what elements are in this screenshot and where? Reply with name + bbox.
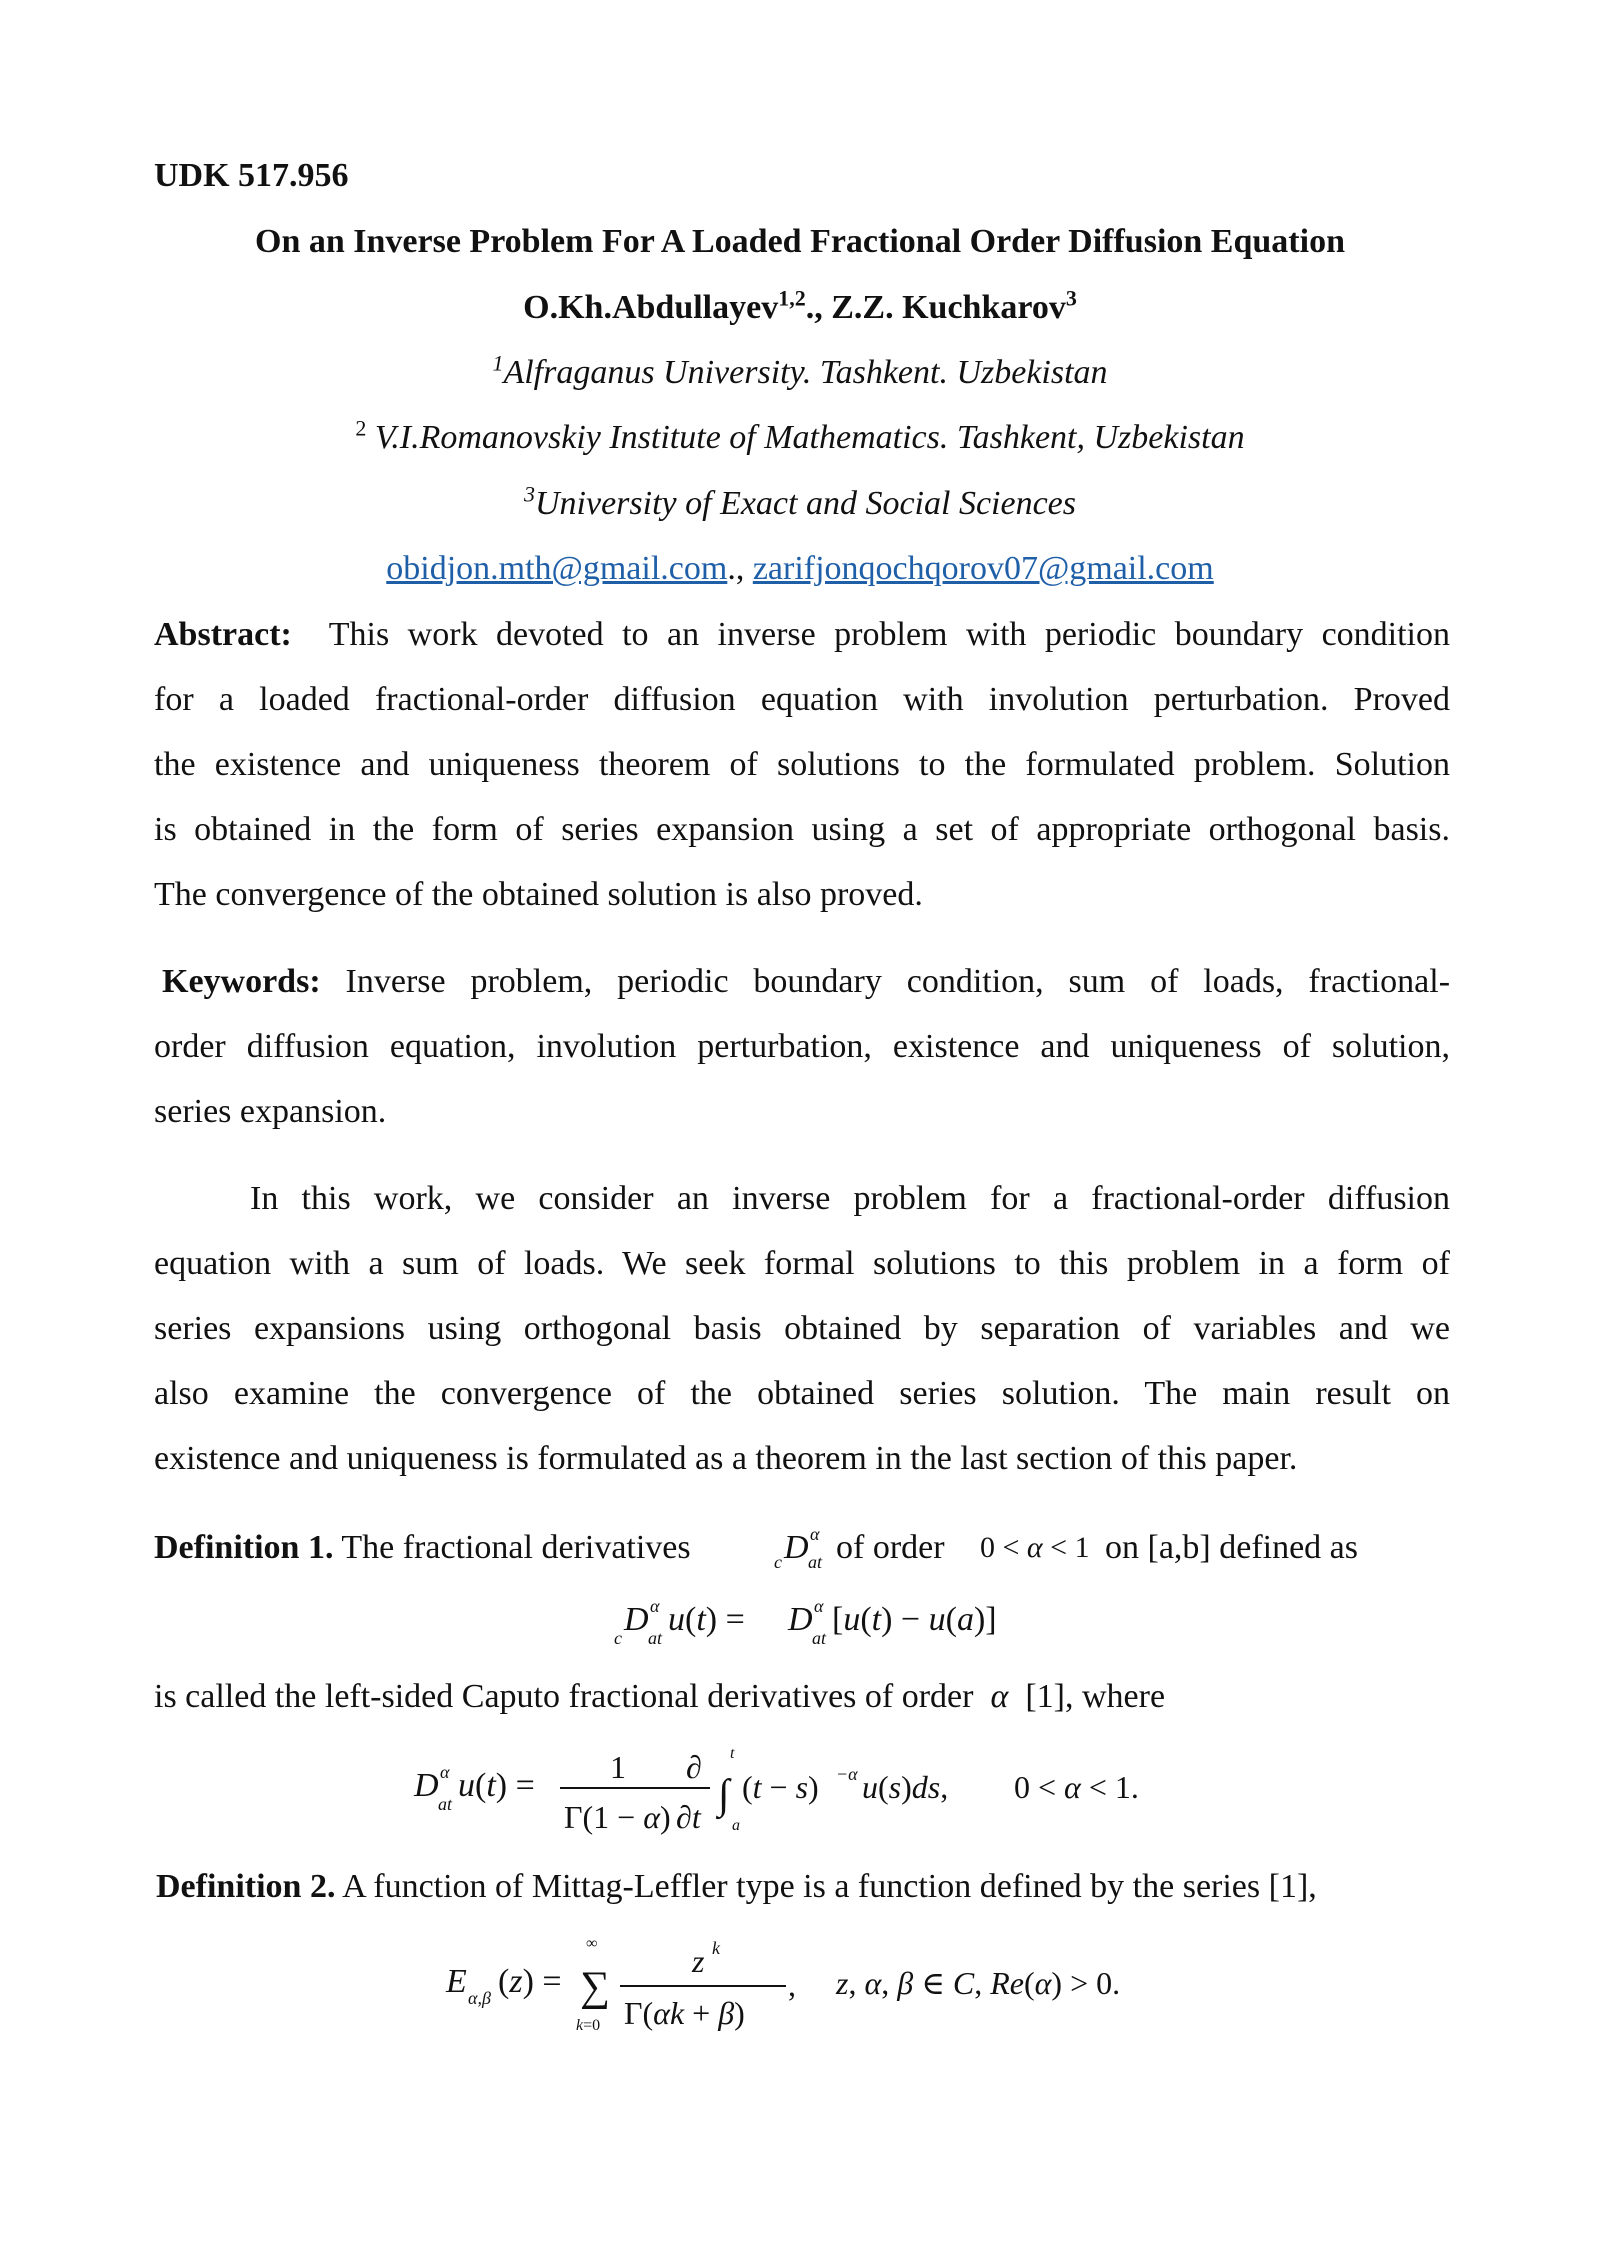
abstract-text-1: This work devoted to an inverse problem with periodic boundary condition <box>328 616 1450 653</box>
definition-1-label: Definition 1. <box>154 1529 334 1566</box>
svg-text:α,β: α,β <box>468 1988 491 2008</box>
definition-2-text: A function of Mittag-Leffler type is a function defined by the series [1], <box>342 1868 1317 1905</box>
intro-line-4: also examine the convergence of the obtained series solution. The main result on <box>154 1375 1450 1412</box>
abstract-line-3: the existence and uniqueness theorem of solutions to the formulated problem. Solution <box>154 746 1450 783</box>
svg-text:α: α <box>810 1524 820 1544</box>
definition-1-text-b: of order <box>836 1529 945 1566</box>
abstract-line-2: for a loaded fractional-order diffusion equation with involution perturbation. Proved <box>154 681 1450 718</box>
keywords-line-1 <box>162 962 1450 1002</box>
svg-text:∫: ∫ <box>718 1772 730 1818</box>
affiliation-1-mark: 1 <box>492 350 504 376</box>
definition-2-line <box>156 1867 1317 1907</box>
svg-text:u(s)ds,: u(s)ds, <box>862 1769 949 1805</box>
udk-code: UDK 517.956 <box>154 157 349 194</box>
svg-text:z: z <box>692 1943 705 1979</box>
svg-text:k=0: k=0 <box>576 2017 601 2034</box>
definition-1-line-2-end: [1], where <box>1025 1678 1166 1715</box>
svg-text:∂: ∂ <box>686 1749 702 1785</box>
svg-text:∞: ∞ <box>586 1935 598 1952</box>
svg-text:[u(t) − u(a)]: [u(t) − u(a)] <box>832 1601 997 1638</box>
author-2-affiliation-mark: 3 <box>1065 285 1077 311</box>
svg-text:α: α <box>440 1762 450 1782</box>
svg-text:a: a <box>732 1817 740 1834</box>
definition-1-text-c: on [a,b] defined as <box>1105 1529 1359 1566</box>
svg-text:α: α <box>814 1596 824 1616</box>
author-1-affiliation-mark: 1,2 <box>778 285 806 311</box>
svg-text:k: k <box>712 1938 720 1958</box>
svg-text:D: D <box>624 1601 649 1638</box>
affiliation-2-mark: 2 <box>355 415 367 441</box>
affiliation-1-text: Alfraganus University. Tashkent. Uzbekistan <box>503 354 1108 391</box>
affiliation-2-text: V.I.Romanovskiy Institute of Mathematics. Tashkent, Uzbekistan <box>366 419 1245 456</box>
affiliation-3 <box>0 481 1600 524</box>
abstract-label: Abstract: <box>154 616 292 653</box>
svg-text:,: , <box>788 1967 796 2003</box>
intro-line-2: equation with a sum of loads. We seek formal solutions to this problem in a form of <box>154 1245 1450 1282</box>
definition-1-line-2 <box>154 1677 1165 1717</box>
definition-1-line-2-text: is called the left-sided Caputo fractional derivatives of order <box>154 1678 974 1715</box>
intro-line-5: existence and uniqueness is formulated as a theorem in the last section of this paper. <box>154 1440 1298 1477</box>
svg-text:D: D <box>414 1767 439 1804</box>
keywords-text-1: Inverse problem, periodic boundary condition, sum of loads, fractional- <box>345 963 1451 1000</box>
keywords-label: Keywords: <box>162 963 321 1000</box>
svg-text:c: c <box>614 1628 622 1648</box>
affiliation-3-text: University of Exact and Social Sciences <box>535 485 1076 522</box>
svg-text:E: E <box>446 1963 467 2000</box>
svg-text:(t − s): (t − s) <box>742 1769 819 1805</box>
mittag-leffler-formula <box>446 1930 1176 2040</box>
svg-text:t: t <box>730 1745 735 1762</box>
svg-text:1: 1 <box>610 1749 626 1785</box>
alpha-symbol: α <box>990 1678 1009 1715</box>
svg-text:at: at <box>812 1628 827 1648</box>
author-separator: ., <box>805 289 832 326</box>
svg-text:u(t) =: u(t) = <box>458 1767 535 1804</box>
svg-text:Γ(αk + β): Γ(αk + β) <box>624 1995 745 2031</box>
affiliation-3-mark: 3 <box>524 481 535 507</box>
intro-line-3: series expansions using orthogonal basis obtained by separation of variables and we <box>154 1310 1450 1347</box>
email-link-1[interactable]: obidjon.mth@gmail.com <box>386 550 728 587</box>
email-link-2[interactable]: zarifjonqochqorov07@gmail.com <box>752 550 1214 587</box>
email-line <box>0 549 1600 589</box>
svg-text:c: c <box>774 1552 782 1572</box>
affiliation-1 <box>0 350 1600 393</box>
riemann-liouville-formula <box>414 1738 1174 1848</box>
intro-line-1: In this work, we consider an inverse problem for a fractional-order diffusion <box>250 1180 1450 1217</box>
svg-text:at: at <box>808 1552 823 1572</box>
author-1: O.Kh.Abdullayev <box>523 289 779 326</box>
affiliation-2 <box>0 415 1600 458</box>
svg-text:D: D <box>788 1601 813 1638</box>
svg-text:0 < α < 1.: 0 < α < 1. <box>1014 1769 1139 1805</box>
abstract-line-4: is obtained in the form of series expansion using a set of appropriate orthogonal basis. <box>154 811 1450 848</box>
svg-text:∂t: ∂t <box>676 1799 701 1835</box>
svg-text:α: α <box>650 1596 660 1616</box>
author-line <box>0 285 1600 328</box>
svg-text:u(t) =: u(t) = <box>668 1601 745 1638</box>
alpha-range-inline: 0 < α < 1 <box>980 1531 1090 1564</box>
svg-text:Γ(1 − α): Γ(1 − α) <box>564 1799 671 1835</box>
definition-2-label: Definition 2. <box>156 1868 336 1905</box>
keywords-line-3: series expansion. <box>154 1093 387 1130</box>
keywords-line-2: order diffusion equation, involution perturbation, existence and uniqueness of solution, <box>154 1028 1450 1065</box>
author-2: Z.Z. Kuchkarov <box>831 289 1066 326</box>
caputo-operator-symbol <box>774 1522 834 1578</box>
definition-1-text-a: The fractional derivatives <box>341 1529 691 1566</box>
definition-1-line <box>154 1528 691 1568</box>
caputo-definition-formula <box>600 1588 1020 1660</box>
abstract-line-1 <box>154 615 1450 655</box>
svg-text:at: at <box>648 1628 663 1648</box>
svg-text:−α: −α <box>836 1764 858 1784</box>
svg-text:z, α, β ∈ C, Re(α) > 0.: z, α, β ∈ C, Re(α) > 0. <box>836 1965 1121 2001</box>
svg-text:(z) =: (z) = <box>498 1963 562 2000</box>
abstract-line-5: The convergence of the obtained solution is also proved. <box>154 876 923 913</box>
email-separator: ., <box>727 550 753 587</box>
svg-text:∑: ∑ <box>580 1964 610 2010</box>
svg-text:D: D <box>784 1529 809 1566</box>
svg-text:at: at <box>438 1794 453 1814</box>
paper-title: On an Inverse Problem For A Loaded Fractional Order Diffusion Equation <box>255 223 1345 260</box>
